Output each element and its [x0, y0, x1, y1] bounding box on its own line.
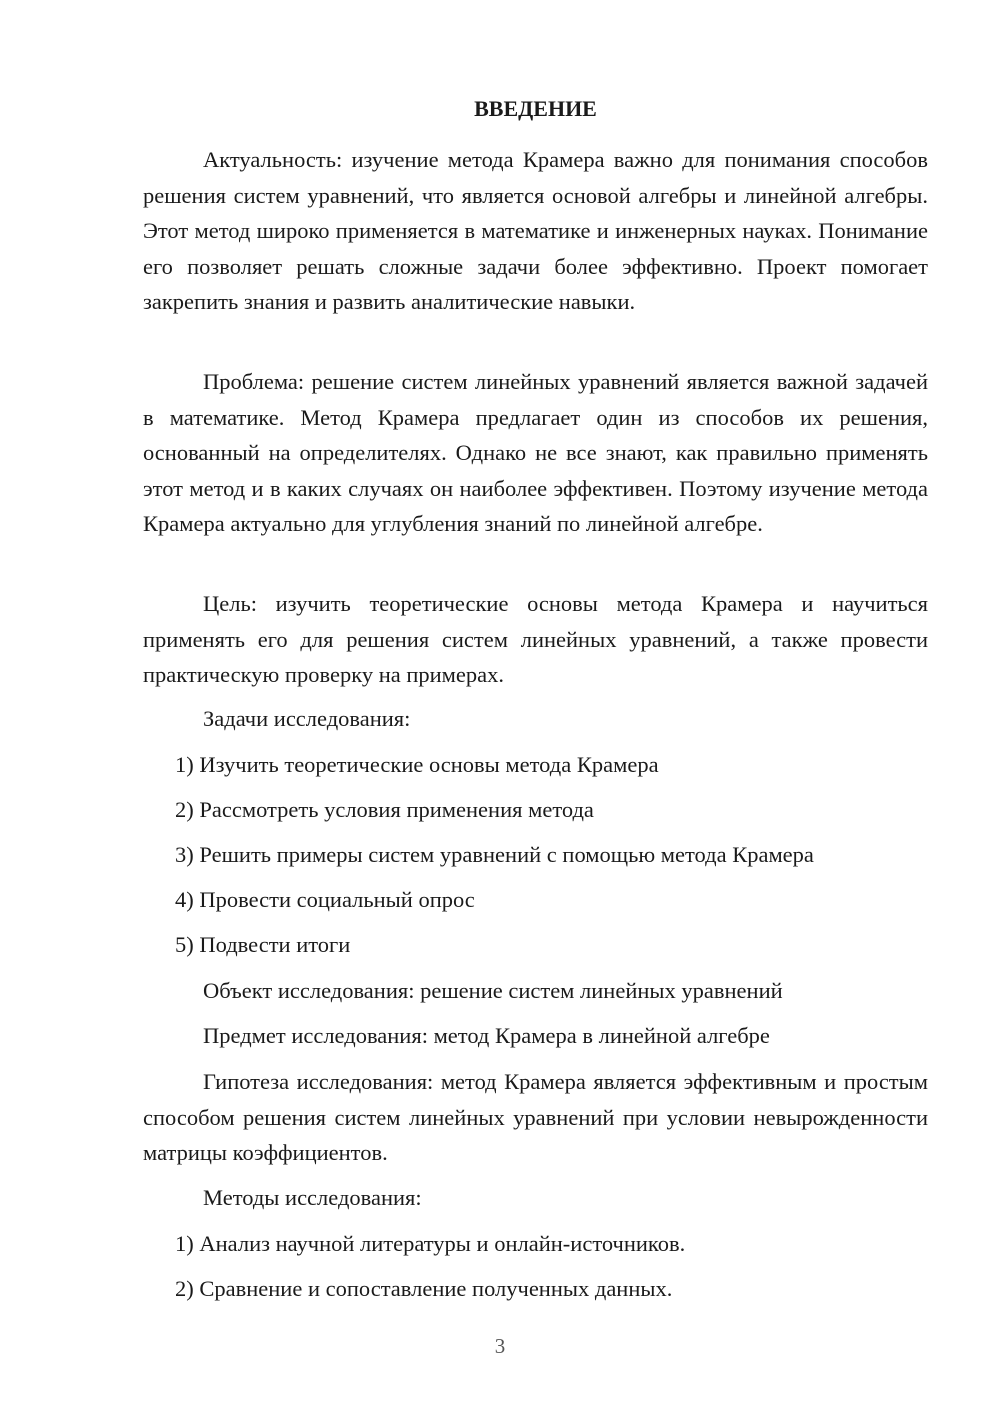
task-item: 5) Подвести итоги — [175, 932, 351, 957]
research-subject: Предмет исследования: метод Крамера в линейной алгебре — [203, 1023, 770, 1048]
section-title: ВВЕДЕНИЕ — [474, 96, 597, 121]
task-item: 1) Изучить теоретические основы метода Крамера — [175, 752, 659, 777]
task-item: 3) Решить примеры систем уравнений с помощью метода Крамера — [175, 842, 814, 867]
methods-heading: Методы исследования: — [203, 1185, 422, 1210]
research-object: Объект исследования: решение систем линейных уравнений — [203, 978, 783, 1003]
page-number: 3 — [494, 1334, 506, 1358]
tasks-heading: Задачи исследования: — [203, 706, 411, 731]
problem-paragraph: Проблема: решение систем линейных уравнений является важной задачей в математике. Метод Крамера предлагает один из способов их решения, основанный на определителях. Однако не все знают, как правильно применять этот метод и в каких случаях он наиболее эффективен. Поэтому изучение метода Крамера актуально для углубления знаний по линейной алгебре. — [143, 369, 928, 536]
method-item: 1) Анализ научной литературы и онлайн-источников. — [175, 1231, 686, 1256]
hypothesis-paragraph: Гипотеза исследования: метод Крамера является эффективным и простым способом решения систем линейных уравнений при условии невырожденности матрицы коэффициентов. — [143, 1069, 928, 1165]
task-item: 2) Рассмотреть условия применения метода — [175, 797, 594, 822]
method-item: 2) Сравнение и сопоставление полученных данных. — [175, 1276, 673, 1301]
task-item: 4) Провести социальный опрос — [175, 887, 475, 912]
goal-paragraph: Цель: изучить теоретические основы метода Крамера и научиться применять его для решения систем линейных уравнений, а также провести практическую проверку на примерах. — [143, 591, 928, 687]
relevance-paragraph: Актуальность: изучение метода Крамера важно для понимания способов решения систем уравнений, что является основой алгебры и линейной алгебры. Этот метод широко применяется в математике и инженерных науках. Понимание его позволяет решать сложные задачи более эффективно. Проект помогает закрепить знания и развить аналитические навыки. — [143, 147, 928, 314]
